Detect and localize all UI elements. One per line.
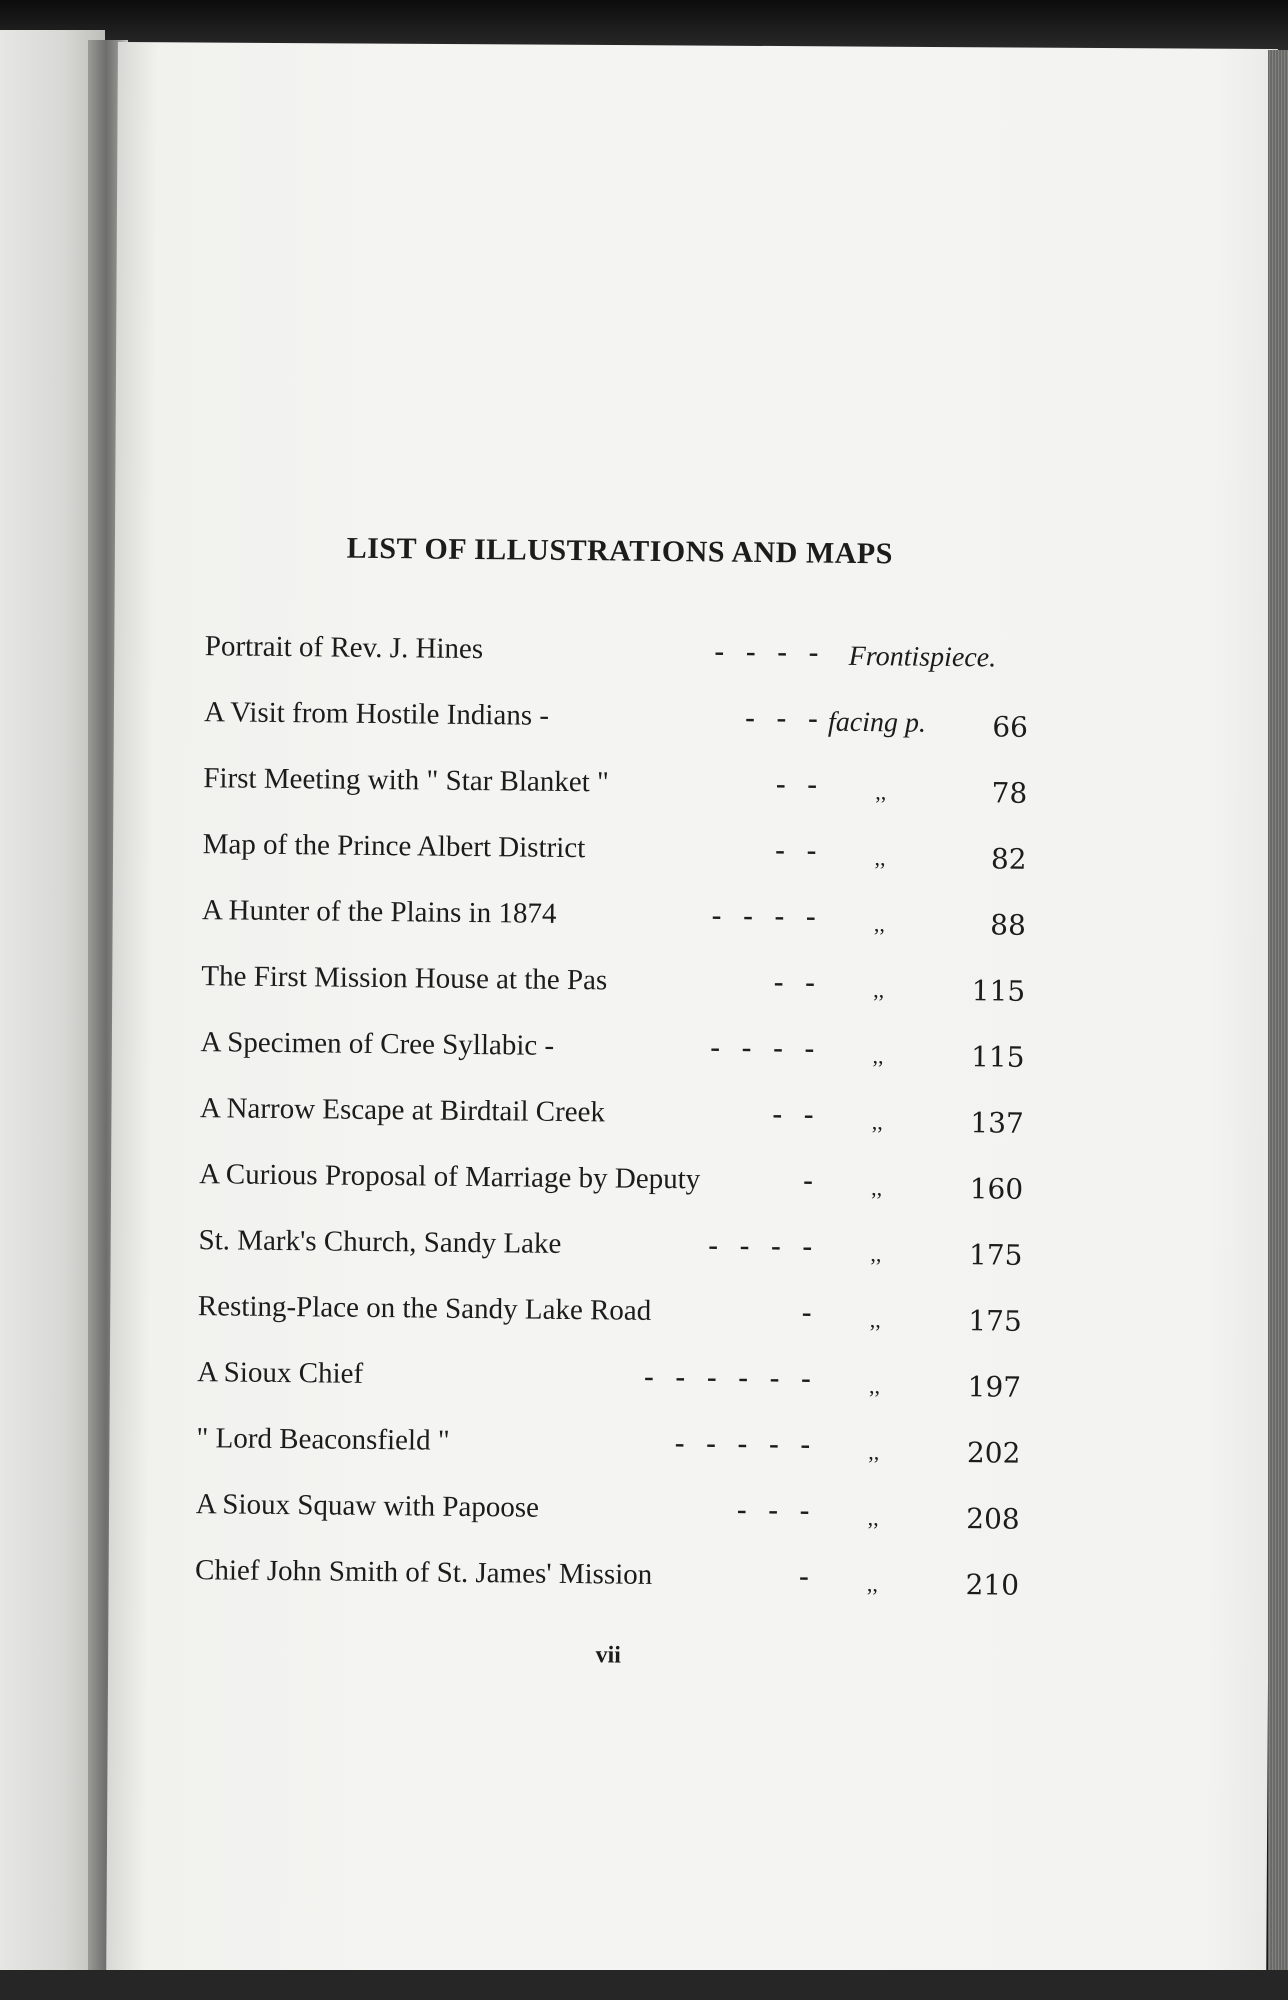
page-reference: 160 bbox=[969, 1172, 1024, 1206]
ditto-mark: ,, bbox=[866, 1571, 879, 1597]
ditto-mark: ,, bbox=[871, 1175, 883, 1201]
list-item bbox=[184, 1026, 1024, 1085]
ditto-mark: ,, bbox=[872, 1043, 884, 1069]
illustration-title: A Sioux Chief bbox=[197, 1356, 364, 1390]
page-reference: 202 bbox=[966, 1436, 1021, 1470]
list-item bbox=[180, 1422, 1020, 1481]
dot-leader: - - - bbox=[736, 1493, 810, 1527]
illustration-title: First Meeting with " Star Blanket " bbox=[203, 762, 610, 799]
illustration-title: A Specimen of Cree Syllabic - bbox=[200, 1026, 555, 1062]
dot-leader: - - bbox=[775, 768, 818, 801]
illustration-title: A Visit from Hostile Indians - bbox=[203, 696, 550, 732]
facing-reference: Frontispiece. bbox=[848, 640, 997, 674]
page-number-folio: vii bbox=[595, 1642, 622, 1669]
dot-leader: - - bbox=[772, 1098, 814, 1131]
dot-leader: - bbox=[801, 1296, 812, 1329]
dot-leader: - - - - bbox=[710, 1031, 815, 1065]
dot-leader: - bbox=[803, 1164, 814, 1197]
ditto-mark: ,, bbox=[869, 1307, 881, 1333]
ditto-mark: ,, bbox=[875, 779, 887, 805]
list-item bbox=[187, 762, 1027, 821]
page-reference: 115 bbox=[971, 974, 1026, 1008]
ditto-mark: ,, bbox=[871, 1109, 883, 1135]
illustration-title: Map of the Prince Albert District bbox=[202, 828, 586, 865]
page-reference: 137 bbox=[970, 1106, 1025, 1140]
illustration-title: The First Mission House at the Pas bbox=[201, 960, 608, 997]
ditto-mark: ,, bbox=[868, 1439, 880, 1465]
page-reference: 208 bbox=[966, 1502, 1020, 1536]
ditto-mark: ,, bbox=[873, 911, 886, 937]
list-item bbox=[179, 1488, 1019, 1547]
dot-leader: - - bbox=[775, 834, 817, 867]
page-reference: 88 bbox=[990, 908, 1027, 942]
illustration-title: " Lord Beaconsfield " bbox=[196, 1422, 450, 1457]
facing-reference: facing p. bbox=[827, 706, 927, 739]
list-item bbox=[179, 1554, 1019, 1613]
illustration-title: A Hunter of the Plains in 1874 bbox=[201, 894, 557, 930]
illustration-title: A Narrow Escape at Birdtail Creek bbox=[199, 1092, 606, 1129]
ditto-mark: ,, bbox=[874, 845, 886, 871]
illustration-title: Chief John Smith of St. James' Mission bbox=[194, 1554, 653, 1591]
list-item bbox=[184, 1092, 1024, 1151]
page-reference: 82 bbox=[990, 842, 1027, 876]
page-edges bbox=[1268, 50, 1288, 1970]
list-item bbox=[182, 1290, 1022, 1349]
illustration-title: Portrait of Rev. J. Hines bbox=[204, 630, 484, 666]
illustration-title: Resting-Place on the Sandy Lake Road bbox=[197, 1290, 652, 1327]
dot-leader: - - - - - bbox=[674, 1427, 811, 1461]
list-item bbox=[182, 1224, 1022, 1283]
page-reference: 66 bbox=[992, 710, 1029, 744]
list-item bbox=[183, 1158, 1023, 1217]
scan-background-bottom bbox=[0, 1970, 1288, 2000]
list-item bbox=[186, 828, 1026, 887]
dot-leader: - - - - bbox=[708, 1229, 813, 1263]
dot-leader: - - bbox=[773, 966, 816, 999]
page-title: LIST OF ILLUSTRATIONS AND MAPS bbox=[346, 531, 894, 571]
ditto-mark: ,, bbox=[870, 1241, 882, 1267]
list-item bbox=[188, 696, 1028, 755]
page-reference: 175 bbox=[968, 1238, 1023, 1272]
dot-leader: - - - - bbox=[711, 899, 816, 933]
illustration-title: St. Mark's Church, Sandy Lake bbox=[198, 1224, 562, 1260]
list-item bbox=[185, 960, 1025, 1019]
list-item bbox=[181, 1356, 1021, 1415]
page-reference: 210 bbox=[965, 1568, 1020, 1602]
dot-leader: - - - bbox=[745, 701, 818, 735]
illustration-title: A Curious Proposal of Marriage by Deputy bbox=[199, 1158, 701, 1196]
dot-leader: - - - - bbox=[714, 635, 819, 669]
dot-leader: - bbox=[798, 1560, 809, 1593]
illustration-title: A Sioux Squaw with Papoose bbox=[195, 1488, 540, 1524]
ditto-mark: ,, bbox=[873, 977, 885, 1003]
list-item bbox=[186, 894, 1026, 953]
page-reference: 175 bbox=[968, 1304, 1022, 1338]
list-item bbox=[188, 630, 1028, 689]
page-reference: 115 bbox=[970, 1040, 1025, 1074]
page-reference: 78 bbox=[991, 776, 1028, 810]
ditto-mark: ,, bbox=[867, 1505, 879, 1531]
ditto-mark: ,, bbox=[868, 1373, 881, 1399]
page-reference: 197 bbox=[967, 1370, 1022, 1404]
dot-leader: - - - - - - bbox=[643, 1360, 811, 1395]
